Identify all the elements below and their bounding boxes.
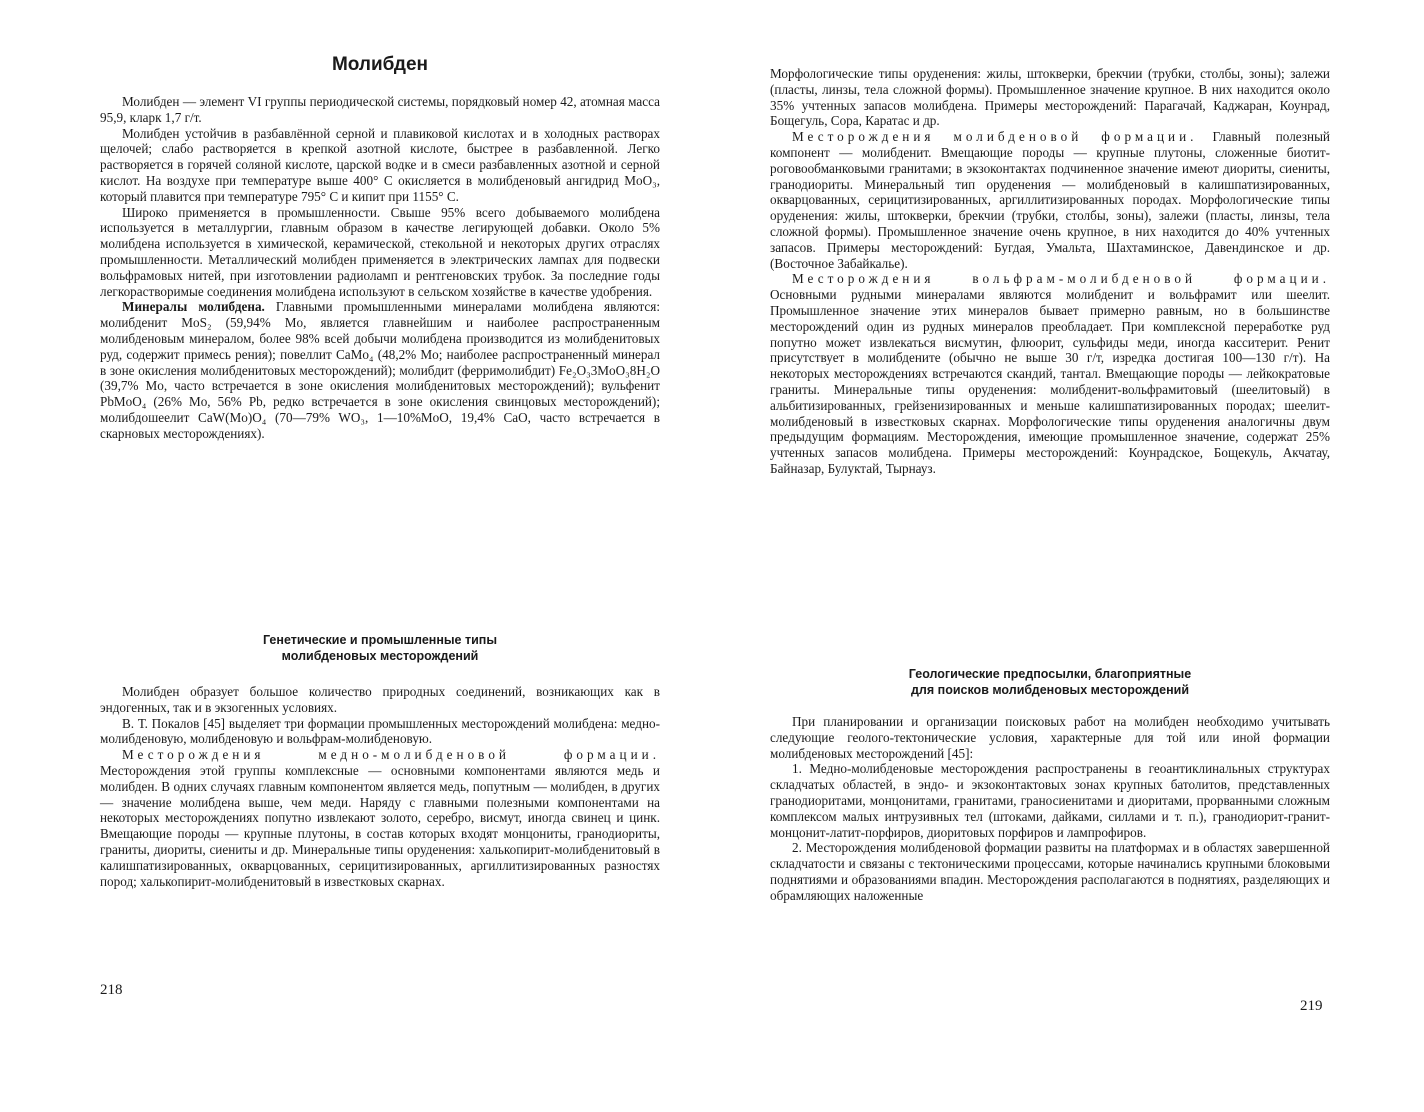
continued-text [770, 66, 1330, 477]
heading-line: для поисков молибденовых месторождений [911, 683, 1189, 697]
run-in-heading: Месторождения молибденовой формации. [792, 129, 1198, 145]
paragraph: Молибден образует большое количество природных соединений, возникающих как в эндогенных, так и в экзогенных условиях. [100, 684, 660, 715]
page-title: Молибден [331, 54, 429, 75]
run-in-heading: Месторождения вольфрам-молибденовой формации. [792, 271, 1330, 287]
paragraph [770, 129, 1330, 271]
paragraph-text: Главный полезный компонент — молибденит. Вмещающие породы — крупные плутоны, сложенные биотит-роговообманковыми гранитами; в экзоконтактах подчиненное значение имеют диориты, сиениты, гранодиориты. Минеральный тип оруденения — молибденовый в калишпатизированных, окварцованных, серицитизированных, аргиллитизированных породах. Морфологические типы оруденения: жилы, штокверки, брекчии (трубки, столбы, зоны), залежи (пласты, линзы, тела сложной формы). Промышленное значение очень крупное, в них находится до 40% учтенных запасов. Примеры месторождений: Бугдая, Умальта, Шахтаминское, Давендинское и др. (Восточное Забайкалье). [770, 129, 1330, 271]
left-page [100, 0, 660, 1112]
section-heading [100, 632, 660, 664]
paragraph: В. Т. Покалов [45] выделяет три формации промышленных месторождений молибдена: медно-молибденовую, молибденовую и вольфрам-молибденовую. [100, 715, 660, 747]
page-number: 219 [1300, 998, 1323, 1014]
run-in-heading: Минералы молибдена. [122, 299, 265, 315]
section-heading [770, 666, 1330, 698]
paragraph-text: Основными рудными минералами являются молибденит и вольфрамит или шеелит. Промышленное значение этих минералов бывает примерно равным, но в большинстве месторождений один из рудных минералов преобладает. При комплексной переработке руд попутно может извлекаться висмутин, флюорит, сульфиды меди, иногда касситерит. Ренит присутствует в молибдените (обычно не выше 30 г/т, изредка достигая 100—130 г/т). На некоторых месторождениях встречаются скандий, тантал. Вмещающие породы — лейкократовые граниты. Минеральные типы оруденения: молибденит-вольфрамитовый (шеелитовый) в альбитизированных, грейзенизированных и меньше калишпатизированных породах; шеелит-молибденовый в известковых скарнах. Морфологические типы оруденения аналогичны двум предыдущим формациям. Месторождения, имеющие промышленное значение, содержат 25% учтенных запасов молибдена. Примеры месторождений: Коунрадское, Бощекуль, Акчатау, Байназар, Булуктай, Тырнауз. [770, 287, 1330, 476]
paragraph [100, 299, 660, 441]
run-in-heading: Месторождения медно-молибденовой формации. [122, 747, 660, 763]
intro-text [100, 94, 660, 442]
paragraph: Широко применяется в промышленности. Свыше 95% всего добываемого молибдена используется в металлургии, главным образом в качестве легирующей добавки. Около 5% молибдена используется в химической, керамической, стекольной и некоторых других отраслях промышленности. Металлический молибден применяется в электрических лампах для подвески вольфрамовых нитей, при изготовлении радиоламп и рентгеновских трубок. За последние годы легкорастворимые соединения молибдена используют в сельском хозяйстве в качестве удобрения. [100, 204, 660, 299]
paragraph: Молибден — элемент VI группы периодической системы, порядковый номер 42, атомная масса 95,9, кларк 1,7 г/т. [100, 94, 660, 125]
paragraph: 2. Месторождения молибденовой формации развиты на платформах и в областях завершенной складчатости и связаны с тектоническими процессами, которые начинались крупными блоковыми поднятиями и образованиями впадин. Месторождения располагаются в поднятиях, разделяющих и обрамляющих наложенные [770, 840, 1330, 903]
paragraph [770, 271, 1330, 476]
paragraph: Морфологические типы оруденения: жилы, штокверки, брекчии (трубки, столбы, зоны); залежи (пласты, линзы, тела сложной формы). Промышленное значение крупное. В них находится около 35% учтенных запасов молибдена. Примеры месторождений: Парагачай, Каджаран, Коунрад, Бощегуль, Сора, Каратас и др. [770, 66, 1330, 129]
heading-line: молибденовых месторождений [281, 649, 479, 663]
heading-line: Геологические предпосылки, благоприятные [908, 667, 1192, 681]
paragraph-text: Месторождения этой группы комплексные — основными компонентами являются медь и молибден. В одних случаях главным компонентом является медь, попутным — молибден, в других — значение молибдена выше, чем меди. Наряду с главными полезными компонентами на некоторых месторождениях попутно извлекают золото, серебро, висмут, иногда свинец и цинк. Вмещающие породы — крупные плутоны, в состав которых входят монцониты, гранодиориты, граниты, диориты, сиениты и др. Минеральные типы оруденения: халькопирит-молибденитовый в калишпатизированных, окварцованных, серицитизированных, аргиллитизированных разностях пород; халькопирит-молибденитовый в известковых скарнах. [100, 762, 660, 889]
paragraph-text: Главными промышленными минералами молибдена являются: молибденит MoS₂ (59,94% Mo, является главнейшим и наиболее распространенным молибденовым минералом, более 98% всей добычи молибдена производится из молибденитовых руд, содержит примесь рения); повеллит CaMo₄ (48,2% Mo; наиболее распространенный минерал в зоне окисления молибденитовых месторождений); молибдит (ферримолибдит) Fe₂O₃3MoO₃8H₂O (39,7% Mo, часто встречается в зоне окисления молибденитовых месторождений); вульфенит PbMoO₄ (26% Mo, 56% Pb, редко встречается в зоне окисления свинцовых месторождений); молибдошеелит CaW(Mo)O₄ (70—79% WO₃, 1—10%MoO, 19,4% CaO, часто встречается в скарновых месторождениях). [100, 299, 660, 441]
section-text [770, 714, 1330, 904]
page-number: 218 [100, 982, 123, 998]
right-page [770, 0, 1330, 1112]
paragraph: При планировании и организации поисковых работ на молибден необходимо учитывать следующие геолого-тектонические условия, характерные для той или иной формации молибденовых месторождений [45]: [770, 714, 1330, 761]
heading-line: Генетические и промышленные типы [262, 633, 498, 647]
paragraph: 1. Медно-молибденовые месторождения распространены в геоантиклинальных структурах складчатых областей, в эндо- и экзоконтактовых зонах крупных батолитов, представленных гранодиоритами, монцонитами, гранитами, граносиенитами и диоритами, прорванными сложным комплексом малых интрузивных тел (штоками, дайками, силлами и т. п.), гранодиорит-гранит-монцонит-латит-порфиров, диоритовых порфиров и лампрофиров. [770, 761, 1330, 840]
section-text [100, 684, 660, 889]
paragraph [100, 747, 660, 889]
paragraph: Молибден устойчив в разбавлённой серной и плавиковой кислотах и в холодных растворах щелочей; слабо растворяется в крепкой азотной кислоте, быстрее в разбавленной. Легко растворяется в горячей соляной кислоте, царской водке и в смеси разбавленных азотной и серной кислот. На воздухе при температуре выше 400° С окисляется в молибденовый ангидрид MoO₃, который плавится при температуре 795° С и кипит при 1155° С. [100, 125, 660, 204]
